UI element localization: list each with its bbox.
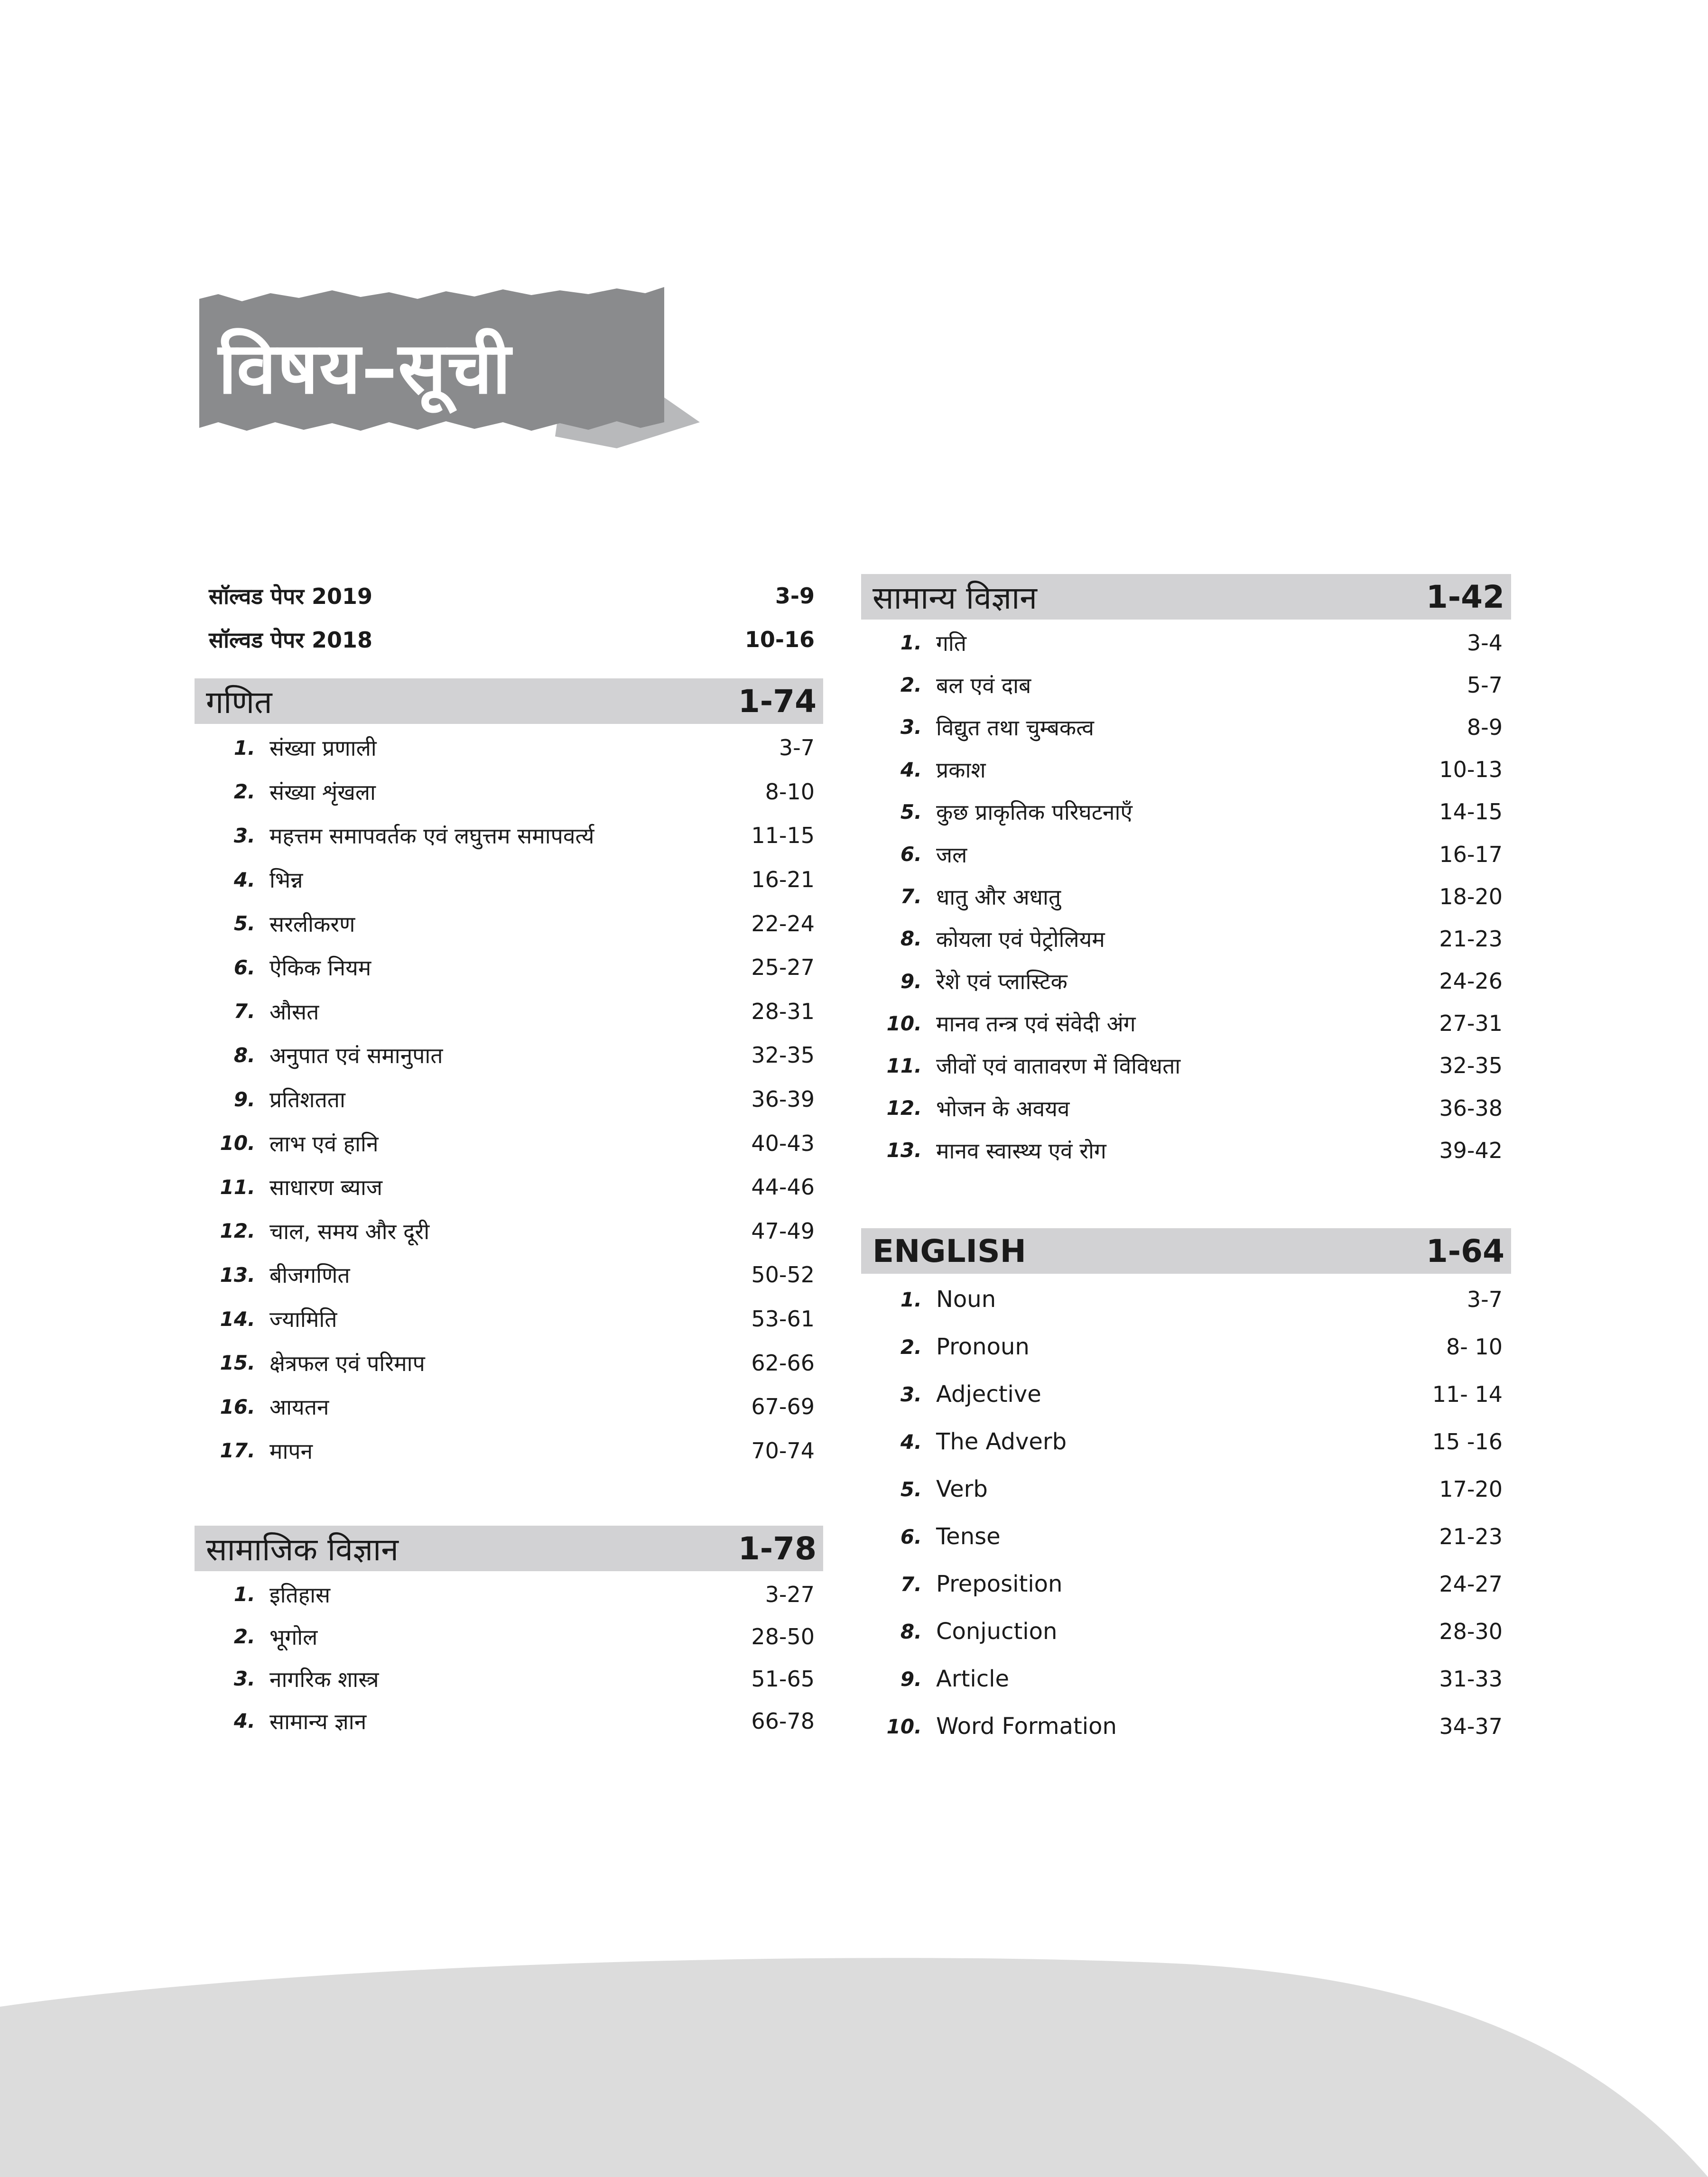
section-list: [195, 1571, 823, 1742]
section-header: [195, 1526, 823, 1571]
toc-entry: [861, 1051, 1180, 1080]
toc-entry: [195, 997, 319, 1026]
toc-number: 16.: [220, 1395, 255, 1418]
toc-pages: 27-31: [1439, 1010, 1503, 1037]
toc-number: 8.: [900, 1620, 922, 1643]
toc-title: भोजन के अवयव: [936, 1095, 1070, 1121]
toc-row: [195, 770, 823, 814]
toc-entry: [861, 924, 1105, 954]
toc-row: [861, 664, 1511, 706]
toc-number: 10.: [220, 1131, 255, 1155]
toc-title: प्रतिशतता: [269, 1087, 345, 1113]
toc-title: अनुपात एवं समानुपात: [269, 1043, 443, 1069]
toc-title: ऐकिक नियम: [269, 955, 371, 981]
toc-row: [195, 1077, 823, 1121]
toc-row: [195, 990, 823, 1034]
section-header: [861, 1228, 1511, 1274]
toc-entry: [861, 1476, 988, 1502]
toc-number: 10.: [886, 1011, 922, 1035]
toc-pages: 40-43: [751, 1130, 815, 1156]
toc-number: 1.: [900, 631, 922, 655]
toc-number: 3.: [233, 824, 255, 847]
toc-pages: 70-74: [751, 1437, 815, 1464]
toc-pages: 17-20: [1439, 1476, 1503, 1502]
section-title: ENGLISH: [873, 1232, 1026, 1269]
toc-number: 15.: [220, 1351, 255, 1375]
toc-row: [195, 1385, 823, 1429]
toc-title: साधारण ब्याज: [269, 1175, 383, 1201]
toc-pages: 62-66: [751, 1350, 815, 1376]
toc-row: [861, 1002, 1511, 1045]
toc-entry: [861, 1618, 1057, 1645]
toc-number: 9.: [233, 1087, 255, 1111]
toc-title: औसत: [269, 999, 319, 1025]
toc-pages: 39-42: [1439, 1137, 1503, 1163]
toc-row: [861, 960, 1511, 1002]
toc-entry: [195, 1622, 317, 1651]
toc-title: गति: [936, 630, 967, 656]
section-range: 1-42: [1426, 578, 1504, 615]
toc-entry: [195, 733, 377, 762]
toc-pages: 53-61: [751, 1306, 815, 1332]
toc-row: [861, 1045, 1511, 1087]
section-title: सामाजिक विज्ञान: [206, 1531, 399, 1568]
toc-entry: [861, 670, 1031, 700]
toc-title: संख्या शृंखला: [269, 779, 376, 805]
toc-title: जीवों एवं वातावरण में विविधता: [936, 1053, 1181, 1079]
toc-pages: 67-69: [751, 1394, 815, 1420]
toc-pages: 28-30: [1439, 1619, 1503, 1645]
toc-title: सामान्य ज्ञान: [269, 1708, 367, 1734]
toc-number: 10.: [886, 1714, 922, 1738]
toc-pages: 3-7: [1467, 1287, 1503, 1313]
toc-number: 4.: [900, 758, 922, 781]
toc-row: [195, 1573, 823, 1615]
toc-row: [195, 1209, 823, 1253]
section-header: [195, 678, 823, 724]
section-list: [195, 724, 823, 1473]
toc-entry: [195, 1348, 425, 1378]
toc-pages: 3-27: [765, 1581, 815, 1607]
toc-title: मापन: [269, 1438, 313, 1464]
toc-row: [195, 1121, 823, 1165]
solved-paper-label: सॉल्वड पेपर 2019: [209, 584, 373, 609]
toc-pages: 15 -16: [1432, 1429, 1503, 1455]
toc-title: सरलीकरण: [269, 911, 355, 937]
page-title: विषय–सूची: [218, 327, 512, 410]
toc-number: 2.: [900, 1335, 922, 1359]
toc-number: 7.: [900, 1572, 922, 1596]
toc-entry: [195, 953, 371, 982]
toc-row: [861, 1560, 1511, 1608]
toc-entry: [861, 1136, 1106, 1165]
toc-title: मानव तन्त्र एवं संवेदी अंग: [936, 1011, 1136, 1037]
toc-number: 6.: [233, 955, 255, 979]
toc-row: [195, 1253, 823, 1297]
toc-number: 1.: [233, 736, 255, 760]
toc-row: [195, 726, 823, 770]
toc-pages: 24-27: [1439, 1571, 1503, 1597]
toc-entry: [861, 840, 967, 869]
toc-title: Verb: [936, 1476, 988, 1503]
toc-title: विद्युत तथा चुम्बकत्व: [936, 714, 1094, 741]
toc-title: कुछ प्राकृतिक परिघटनाएँ: [936, 799, 1132, 825]
toc-number: 2.: [900, 673, 922, 697]
toc-entry: [195, 1084, 345, 1114]
toc-row: [195, 1297, 823, 1341]
toc-number: 1.: [900, 1288, 922, 1311]
toc-entry: [861, 1381, 1041, 1408]
toc-pages: 8- 10: [1446, 1334, 1503, 1360]
toc-entry: [861, 1713, 1117, 1740]
toc-number: 3.: [900, 1382, 922, 1406]
toc-title: Pronoun: [936, 1334, 1030, 1361]
toc-row: [861, 791, 1511, 833]
solved-paper-pages: 10-16: [744, 627, 815, 652]
toc-number: 5.: [900, 800, 922, 824]
toc-pages: 18-20: [1439, 883, 1503, 909]
toc-pages: 16-17: [1439, 841, 1503, 867]
toc-number: 6.: [900, 1525, 922, 1548]
toc-number: 6.: [900, 843, 922, 866]
section-list: [861, 1274, 1511, 1750]
solved-paper-row: [195, 618, 823, 661]
left-column: [195, 574, 823, 1742]
toc-pages: 36-39: [751, 1086, 815, 1112]
toc-number: 8.: [233, 1043, 255, 1067]
toc-title: Tense: [936, 1523, 1001, 1550]
toc-number: 13.: [886, 1139, 922, 1162]
toc-row: [861, 1418, 1511, 1465]
toc-entry: [861, 1093, 1069, 1123]
section-range: 1-64: [1426, 1232, 1504, 1269]
toc-entry: [195, 1216, 429, 1246]
toc-title: Adjective: [936, 1381, 1041, 1408]
toc-title: कोयला एवं पेट्रोलियम: [936, 926, 1105, 952]
toc-title: रेशे एवं प्लास्टिक: [936, 969, 1068, 995]
toc-entry: [861, 797, 1132, 826]
toc-pages: 44-46: [751, 1174, 815, 1200]
toc-entry: [861, 1666, 1009, 1692]
toc-pages: 8-9: [1467, 714, 1503, 740]
toc-title: बल एवं दाब: [936, 672, 1031, 698]
toc-row: [861, 917, 1511, 960]
toc-number: 12.: [886, 1096, 922, 1120]
section-range: 1-74: [738, 683, 817, 720]
solved-paper-row: [195, 574, 823, 618]
toc-number: 11.: [220, 1175, 255, 1199]
toc-title: बीजगणित: [269, 1262, 350, 1288]
toc-row: [861, 749, 1511, 791]
toc-number: 4.: [900, 1430, 922, 1454]
toc-entry: [195, 909, 355, 938]
toc-number: 4.: [233, 1709, 255, 1733]
toc-number: 2.: [233, 780, 255, 804]
toc-entry: [861, 966, 1068, 996]
toc-pages: 32-35: [1439, 1053, 1503, 1079]
toc-row: [195, 901, 823, 945]
toc-title: भूगोल: [269, 1624, 318, 1650]
toc-row: [861, 1129, 1511, 1171]
toc-row: [195, 1700, 823, 1742]
toc-row: [195, 1033, 823, 1077]
toc-pages: 50-52: [751, 1262, 815, 1288]
toc-row: [195, 945, 823, 990]
section-range: 1-78: [738, 1530, 817, 1567]
toc-title: इतिहास: [269, 1582, 331, 1608]
toc-pages: 11-15: [751, 823, 815, 849]
toc-entry: [195, 1304, 337, 1334]
toc-number: 11.: [886, 1054, 922, 1077]
toc-entry: [861, 1009, 1136, 1038]
toc-pages: 28-31: [751, 998, 815, 1024]
toc-number: 3.: [900, 715, 922, 739]
toc-row: [861, 1371, 1511, 1418]
toc-row: [861, 1608, 1511, 1655]
toc-title: मानव स्वास्थ्य एवं रोग: [936, 1138, 1106, 1164]
toc-entry: [195, 1580, 330, 1609]
toc-entry: [861, 755, 986, 784]
toc-number: 5.: [900, 1477, 922, 1501]
toc-entry: [195, 1664, 379, 1694]
toc-title: संख्या प्रणाली: [269, 735, 377, 761]
toc-entry: [195, 1172, 382, 1202]
toc-entry: [861, 1428, 1067, 1455]
toc-title: नागरिक शास्त्र: [269, 1666, 379, 1692]
toc-entry: [195, 865, 303, 894]
toc-title: महत्तम समापवर्तक एवं लघुत्तम समापवर्त्य: [269, 823, 594, 849]
toc-title: लाभ एवं हानि: [269, 1130, 379, 1157]
toc-row: [861, 1703, 1511, 1750]
toc-title: आयतन: [269, 1394, 329, 1420]
toc-row: [861, 1276, 1511, 1323]
toc-entry: [195, 1436, 313, 1465]
toc-row: [861, 1655, 1511, 1703]
toc-number: 7.: [900, 885, 922, 908]
toc-number: 2.: [233, 1625, 255, 1649]
section-title: गणित: [206, 684, 272, 721]
toc-pages: 25-27: [751, 954, 815, 981]
section-ganit: [195, 678, 823, 1473]
toc-title: The Adverb: [936, 1428, 1067, 1455]
toc-row: [861, 1465, 1511, 1513]
section-title: सामान्य विज्ञान: [873, 580, 1037, 616]
toc-number: 9.: [900, 1667, 922, 1691]
section-header: [861, 574, 1511, 620]
toc-pages: 24-26: [1439, 968, 1503, 994]
toc-title: भिन्न: [269, 867, 303, 893]
toc-entry: [861, 1571, 1062, 1597]
toc-title: Preposition: [936, 1571, 1063, 1598]
toc-number: 17.: [220, 1439, 255, 1463]
toc-pages: 51-65: [751, 1666, 815, 1692]
toc-number: 13.: [220, 1263, 255, 1287]
toc-entry: [861, 713, 1094, 742]
toc-pages: 21-23: [1439, 1524, 1503, 1550]
toc-pages: 3-4: [1467, 630, 1503, 656]
toc-number: 7.: [233, 1000, 255, 1023]
toc-number: 4.: [233, 868, 255, 891]
toc-title: Noun: [936, 1286, 996, 1313]
toc-entry: [861, 1523, 1001, 1550]
toc-entry: [861, 628, 966, 658]
toc-pages: 36-38: [1439, 1095, 1503, 1121]
toc-title: Conjuction: [936, 1618, 1058, 1645]
toc-entry: [861, 882, 1061, 911]
toc-pages: 34-37: [1439, 1714, 1503, 1740]
toc-number: 9.: [900, 969, 922, 993]
toc-number: 12.: [220, 1219, 255, 1243]
toc-number: 5.: [233, 912, 255, 936]
toc-entry: [195, 1260, 350, 1289]
toc-row: [195, 1341, 823, 1385]
toc-pages: 8-10: [765, 778, 815, 805]
toc-number: 14.: [220, 1307, 255, 1331]
toc-title: ज्यामिति: [269, 1306, 337, 1333]
toc-pages: 32-35: [751, 1042, 815, 1068]
section-english: [861, 1228, 1511, 1750]
toc-number: 8.: [900, 927, 922, 951]
toc-entry: [861, 1334, 1030, 1360]
toc-entry: [861, 1286, 996, 1313]
toc-row: [861, 1087, 1511, 1129]
toc-pages: 14-15: [1439, 799, 1503, 825]
toc-pages: 21-23: [1439, 926, 1503, 952]
toc-title: प्रकाश: [936, 757, 986, 783]
section-samajik: [195, 1526, 823, 1742]
toc-pages: 3-7: [779, 735, 815, 761]
toc-title: जल: [936, 842, 967, 868]
toc-row: [195, 1429, 823, 1473]
toc-pages: 28-50: [751, 1623, 815, 1649]
toc-number: 1.: [233, 1583, 255, 1606]
section-vigyan: [861, 574, 1511, 1171]
solved-paper-pages: 3-9: [775, 583, 815, 609]
toc-title: धातु और अधातु: [936, 884, 1061, 910]
toc-number: 3.: [233, 1667, 255, 1691]
toc-entry: [195, 1392, 329, 1421]
toc-entry: [195, 1129, 378, 1158]
toc-pages: 11- 14: [1432, 1381, 1503, 1408]
toc-pages: 47-49: [751, 1218, 815, 1244]
toc-pages: 5-7: [1467, 672, 1503, 698]
toc-title: क्षेत्रफल एवं परिमाप: [269, 1350, 425, 1376]
toc-row: [861, 875, 1511, 917]
toc-row: [861, 1513, 1511, 1560]
title-badge: [190, 280, 712, 470]
toc-row: [195, 1615, 823, 1658]
toc-entry: [195, 821, 594, 850]
toc-entry: [195, 777, 376, 806]
toc-title: Article: [936, 1666, 1009, 1693]
section-list: [861, 620, 1511, 1171]
solved-paper-label: सॉल्वड पेपर 2018: [209, 627, 373, 653]
toc-row: [195, 1165, 823, 1209]
toc-row: [195, 814, 823, 858]
toc-row: [861, 1323, 1511, 1371]
toc-row: [861, 833, 1511, 875]
toc-row: [195, 1658, 823, 1700]
toc-entry: [195, 1706, 366, 1736]
toc-row: [861, 706, 1511, 748]
right-column: [861, 574, 1511, 1750]
toc-pages: 66-78: [751, 1708, 815, 1734]
toc-row: [195, 858, 823, 902]
toc-pages: 10-13: [1439, 757, 1503, 783]
toc-title: Word Formation: [936, 1713, 1117, 1740]
toc-pages: 16-21: [751, 867, 815, 893]
toc-pages: 22-24: [751, 910, 815, 936]
toc-entry: [195, 1040, 443, 1070]
toc-row: [861, 621, 1511, 664]
toc-pages: 31-33: [1439, 1666, 1503, 1692]
toc-title: चाल, समय और दूरी: [269, 1218, 430, 1244]
